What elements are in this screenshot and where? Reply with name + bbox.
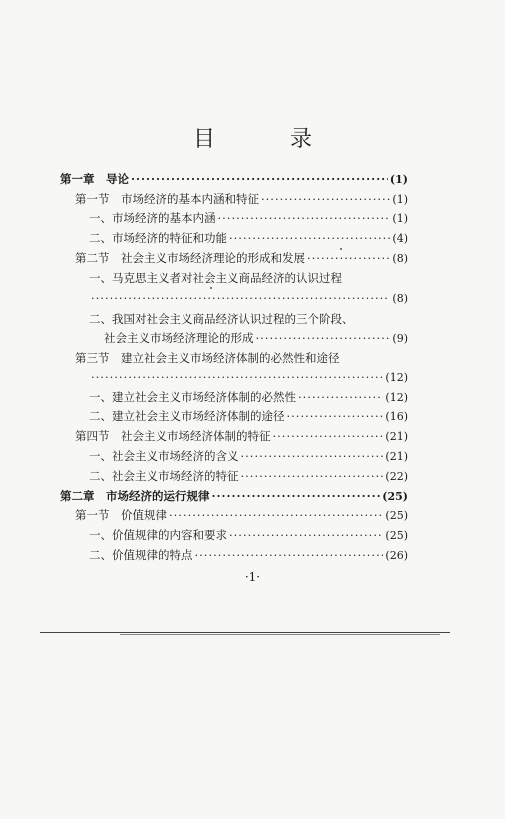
toc-page: (21) bbox=[385, 450, 408, 463]
toc-label: 第三节 建立社会主义市场经济体制的必然性和途径 bbox=[75, 351, 340, 365]
toc-entry-subsection[interactable] bbox=[89, 527, 408, 544]
toc-label: 第二节 社会主义市场经济理论的形成和发展 bbox=[75, 251, 305, 265]
toc-label: 二、社会主义市场经济的特征 bbox=[89, 469, 239, 483]
toc-entry-continuation[interactable] bbox=[89, 290, 408, 307]
toc-page: (1) bbox=[389, 173, 408, 186]
dot-leader bbox=[273, 428, 384, 444]
toc-entry-chapter-2[interactable] bbox=[60, 488, 408, 505]
toc-page: (1) bbox=[392, 193, 408, 206]
toc-label: 第一节 市场经济的基本内涵和特征 bbox=[75, 192, 259, 206]
toc-entry-chapter-1[interactable] bbox=[60, 171, 408, 188]
toc-entry-subsection[interactable] bbox=[89, 230, 408, 247]
toc-page: (25) bbox=[385, 509, 408, 522]
toc-label: 一、社会主义市场经济的含义 bbox=[89, 449, 239, 463]
toc-page: (8) bbox=[392, 252, 408, 265]
toc-page: (1) bbox=[392, 212, 408, 225]
scan-artifact-line bbox=[40, 632, 450, 633]
toc-label: 一、价值规律的内容和要求 bbox=[89, 528, 227, 542]
page-number: ·1· bbox=[244, 570, 261, 584]
toc-entry-subsection[interactable] bbox=[89, 389, 408, 406]
dot-leader bbox=[195, 547, 384, 563]
toc-entry-section[interactable] bbox=[75, 250, 408, 267]
toc-label: 第一章 导论 bbox=[60, 172, 129, 186]
toc-page: (16) bbox=[385, 410, 408, 423]
toc-entry-section[interactable] bbox=[75, 191, 408, 208]
dot-leader bbox=[241, 448, 384, 464]
toc-label: 社会主义市场经济理论的形成 bbox=[104, 331, 254, 345]
dot-leader bbox=[212, 488, 381, 504]
dot-leader bbox=[169, 507, 383, 523]
toc-entry-section[interactable] bbox=[75, 428, 408, 445]
toc-entry-subsection[interactable] bbox=[89, 448, 408, 465]
toc-entry-continuation[interactable] bbox=[104, 330, 408, 347]
dot-leader bbox=[287, 408, 384, 424]
toc-label: 二、建立社会主义市场经济体制的途径 bbox=[89, 409, 285, 423]
dot-leader bbox=[229, 527, 383, 543]
toc-entry-subsection[interactable] bbox=[89, 547, 408, 564]
toc-page: (8) bbox=[392, 292, 408, 305]
toc-label: 一、建立社会主义市场经济体制的必然性 bbox=[89, 390, 296, 404]
toc-label: 二、市场经济的特征和功能 bbox=[89, 231, 227, 245]
toc-entry-subsection[interactable] bbox=[89, 468, 408, 485]
toc-label: 第四节 社会主义市场经济体制的特征 bbox=[75, 429, 271, 443]
toc-page: (26) bbox=[385, 549, 408, 562]
toc-entry-continuation[interactable] bbox=[89, 369, 408, 386]
dot-leader bbox=[229, 230, 390, 246]
dot-leader bbox=[298, 389, 383, 405]
toc-page: (22) bbox=[385, 470, 408, 483]
toc-label: 第二章 市场经济的运行规律 bbox=[60, 489, 210, 503]
toc-page: (21) bbox=[385, 430, 408, 443]
toc-entry-subsection[interactable] bbox=[89, 210, 408, 227]
scan-speck bbox=[210, 287, 212, 289]
toc-page: (9) bbox=[392, 332, 408, 345]
toc-entry-section[interactable] bbox=[75, 507, 408, 524]
toc-entry-subsection[interactable] bbox=[89, 311, 408, 327]
toc-page: (12) bbox=[385, 391, 408, 404]
toc-entry-subsection[interactable] bbox=[89, 408, 408, 425]
toc-page: (12) bbox=[385, 371, 408, 384]
dot-leader bbox=[91, 369, 383, 385]
page-title: 目 录 bbox=[193, 127, 346, 152]
toc-entry-subsection[interactable] bbox=[89, 270, 408, 286]
toc-page: (25) bbox=[382, 490, 408, 503]
dot-leader bbox=[131, 171, 388, 187]
scan-artifact-line bbox=[120, 634, 440, 635]
dot-leader bbox=[91, 290, 390, 306]
toc-label: 第一节 价值规律 bbox=[75, 508, 167, 522]
toc-entry-section[interactable] bbox=[75, 350, 408, 366]
toc-page: (4) bbox=[392, 232, 408, 245]
dot-leader bbox=[256, 330, 391, 346]
toc-label: 二、价值规律的特点 bbox=[89, 548, 193, 562]
dot-leader bbox=[307, 250, 390, 266]
dot-leader bbox=[261, 191, 390, 207]
dot-leader bbox=[241, 468, 384, 484]
dot-leader bbox=[218, 210, 391, 226]
scan-speck bbox=[340, 248, 342, 250]
toc-page: (25) bbox=[385, 529, 408, 542]
toc-label: 一、市场经济的基本内涵 bbox=[89, 211, 216, 225]
toc-label: 二、我国对社会主义商品经济认识过程的三个阶段、 bbox=[89, 312, 354, 326]
toc-label: 一、马克思主义者对社会主义商品经济的认识过程 bbox=[89, 271, 342, 285]
